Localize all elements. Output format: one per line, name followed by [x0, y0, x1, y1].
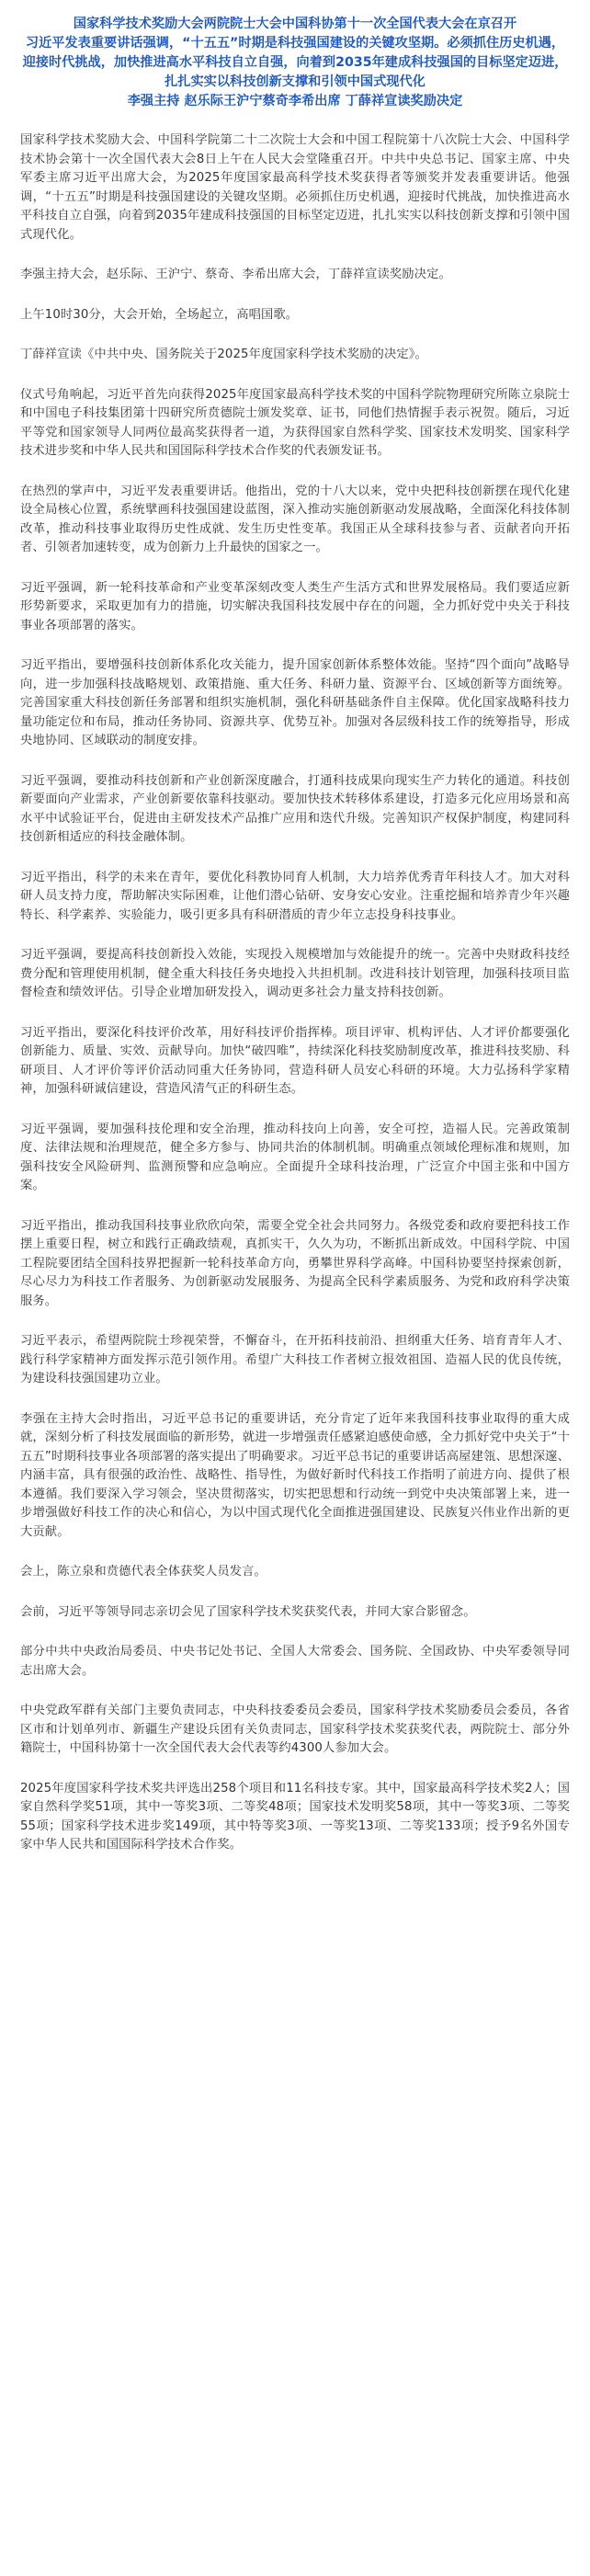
- paragraph: 李强主持大会，赵乐际、王沪宁、蔡奇、李希出席大会，丁薛祥宣读奖励决定。: [20, 268, 451, 281]
- paragraph: 习近平强调，新一轮科技革命和产业变革深刻改变人类生产生活方式和世界发展格局。我们要适应新形势新要求，采取更加有力的措施，切实解决我国科技发展中存在的问题，全力抓好党中央关于科技事业各项部署的落实。: [20, 580, 570, 633]
- paragraph: 会上，陈立泉和贲德代表全体获奖人员发言。: [20, 1565, 267, 1579]
- paragraph: 上午10时30分，大会开始，全场起立，高唱国歌。: [20, 307, 299, 322]
- paragraph: 习近平指出，科学的未来在青年，要优化科教协同育人机制，大力培养优秀青年科技人才。加大对科研人员支持力度，帮助解决实际困难，让他们潜心钻研、安身安心安业。注重挖掘和培养青少年兴趣特长、科学素养、实验能力，吸引更多具有科研潜质的青少年立志投身科技事业。: [20, 870, 570, 922]
- paragraph: 习近平表示，希望两院院士珍视荣誉，不懈奋斗，在开拓科技前沿、担纲重大任务、培育青年人才、践行科学家精神方面发挥示范引领作用。希望广大科技工作者树立报效祖国、造福人民的优良传统，为建设科技强国建功立业。: [20, 1334, 570, 1385]
- paragraph: 仪式号角响起，习近平首先向获得2025年度国家最高科学技术奖的中国科学院物理研究所陈立泉院士和中国电子科技集团第十四研究所贲德院士颁发奖章、证书，同他们热情握手表示祝贺。随后，习近平等党和国家领导人同两位最高奖获得者一道，为获得国家自然科学奖、国家技术发明奖、国家科学技术进步奖和中华人民共和国国际科学技术合作奖的代表颁发证书。: [20, 387, 570, 458]
- paragraph: 习近平指出，推动我国科技事业欣欣向荣，需要全党全社会共同努力。各级党委和政府要把科技工作摆上重要日程，树立和践行正确政绩观，真抓实干，久久为功，不断抓出新成效。中国科学院、中国工程院要团结全国科技界把握新一轮科技革命方向，勇攀世界科学高峰。中国科协要坚持探索创新，尽心尽力为科技工作者服务、为创新驱动发展服务、为提高全民科学素质服务、为党和政府科学决策服务。: [20, 1218, 570, 1308]
- paragraph: 中央党政军群有关部门主要负责同志，中央科技委委员会委员，国家科学技术奖励委员会委员，各省区市和计划单列市、新疆生产建设兵团有关负责同志，国家科学技术奖获奖代表，两院院士、部分外籍院士，中国科协第十一次全国代表大会代表等约4300人参加大会。: [20, 1704, 570, 1755]
- paragraph: 李强在主持大会时指出，习近平总书记的重要讲话，充分肯定了近年来我国科技事业取得的重大成就，深刻分析了科技发展面临的新形势，就进一步增强责任感紧迫感使命感，全力抓好党中央关于“十五五”时期科技事业各项部署的落实提出了明确要求。习近平总书记的重要讲话高屋建瓴、思想深邃、内涵丰富，具有很强的政治性、战略性、指导性，为做好新时代科技工作指明了前进方向、提供了根本遵循。我们要深入学习领会，坚决贯彻落实，切实把思想和行动统一到党中央决策部署上来，进一步增强做好科技工作的决心和信心，为以中国式现代化全面推进强国建设、民族复兴伟业作出新的更大贡献。: [20, 1411, 570, 1539]
- paragraph: 国家科学技术奖励大会、中国科学院第二十二次院士大会和中国工程院第十八次院士大会、中国科学技术协会第十一次全国代表大会8日上午在人民大会堂隆重召开。中共中央总书记、国家主席、中央军委主席习近平出席大会，为2025年度国家最高科学技术奖获得者等颁奖并发表重要讲话。他强调，“十五五”时期是科技强国建设的关键攻坚期。必须抓住历史机遇，迎接时代挑战，加快推进高水平科技自立自强，向着到2035年建成科技强国的目标坚定迈进，扎扎实实以科技创新支撑和引领中国式现代化。: [20, 133, 570, 242]
- paragraph: 在热烈的掌声中，习近平发表重要讲话。他指出，党的十八大以来，党中央把科技创新摆在现代化建设全局核心位置，系统擘画科技强国建设蓝图，深入推动实施创新驱动发展战略，全面深化科技体制改革，推动科技事业取得历史性成就、发生历史性变革。我国正从全球科技参与者、贡献者向开拓者、引领者加速转变，成为创新力上升最快的国家之一。: [20, 484, 570, 554]
- paragraph: 习近平指出，要深化科技评价改革，用好科技评价指挥棒。项目评审、机构评估、人才评价都要强化创新能力、质量、实效、贡献导向。加快“破四唯”，持续深化科技奖励制度改革，推进科技奖励、科研项目、人才评价等评价活动同重大任务协同，营造科研人员安心科研的环境。大力弘扬科学家精神，加强科研诚信建设，营造风清气正的科研生态。: [20, 1025, 570, 1096]
- headline-byline: 李强主持 赵乐际王沪宁蔡奇李希出席 丁薛祥宣读奖励决定: [127, 94, 463, 108]
- paragraph: 习近平指出，要增强科技创新体系化攻关能力，提升国家创新体系整体效能。坚持“四个面向”战略导向，进一步加强科技战略规划、政策措施、重大任务、科研力量、资源平台、区域创新等方面统筹。完善国家重大科技创新任务部署和组织实施机制，强化科研基础条件自主保障。优化国家战略科技力量功能定位和布局，推动任务协同、资源共享、优势互补。加强对各层级科技工作的统筹指导，形成央地协同、区域联动的制度安排。: [20, 658, 570, 747]
- article-headline: [20, 15, 570, 111]
- paragraph: 习近平强调，要推动科技创新和产业创新深度融合，打通科技成果向现实生产力转化的通道。科技创新要面向产业需求，产业创新要依靠科技驱动。要加快技术转移体系建设，打造多元化应用场景和高水平中试验证平台，促进由主研发技术产品推广应用和迭代升级。完善知识产权保护制度，构建同科技创新相适应的科技金融体制。: [20, 773, 570, 844]
- paragraph: 2025年度国家科学技术奖共评选出258个项目和11名科技专家。其中，国家最高科学技术奖2人；国家自然科学奖51项，其中一等奖3项、二等奖48项；国家技术发明奖58项，其中一等奖3项、二等奖55项；国家科学技术进步奖149项，其中特等奖3项、一等奖13项、二等奖133项；授予9名外国专家中华人民共和国国际科学技术合作奖。: [20, 1781, 570, 1852]
- headline-title: 国家科学技术奖励大会两院院士大会中国科协第十一次全国代表大会在京召开: [73, 17, 517, 31]
- paragraph: 会前，习近平等领导同志亲切会见了国家科学技术奖获奖代表，并同大家合影留念。: [20, 1604, 476, 1619]
- paragraph: 部分中共中央政治局委员、中央书记处书记、全国人大常委会、国务院、全国政协、中央军委领导同志出席大会。: [20, 1645, 570, 1678]
- headline-subtitle: 习近平发表重要讲话强调，“十五五”时期是科技强国建设的关键攻坚期。必须抓住历史机遇，迎接时代挑战，加快推进高水平科技自立自强，向着到2035年建成科技强国的目标坚定迈进，扎扎实实以科技创新支撑和引领中国式现代化: [22, 36, 568, 89]
- paragraph: 习近平强调，要加强科技伦理和安全治理，推动科技向上向善，安全可控，造福人民。完善政策制度、法律法规和治理规范，健全多方参与、协同共治的体制机制。明确重点领域伦理标准和规则，加强科技安全风险研判、监测预警和应急响应。全面提升全球科技治理，广泛宣介中国主张和中国方案。: [20, 1122, 570, 1192]
- paragraph: 丁薛祥宣读《中共中央、国务院关于2025年度国家科学技术奖励的决定》。: [20, 348, 427, 361]
- paragraph: 习近平强调，要提高科技创新投入效能，实现投入规模增加与效能提升的统一。完善中央财政科技经费分配和管理使用机制，健全重大科技任务央地投入共担机制。改进科技计划管理，加强科技项目监督检查和绩效评估。引导企业增加研发投入，调动更多社会力量支持科技创新。: [20, 948, 570, 999]
